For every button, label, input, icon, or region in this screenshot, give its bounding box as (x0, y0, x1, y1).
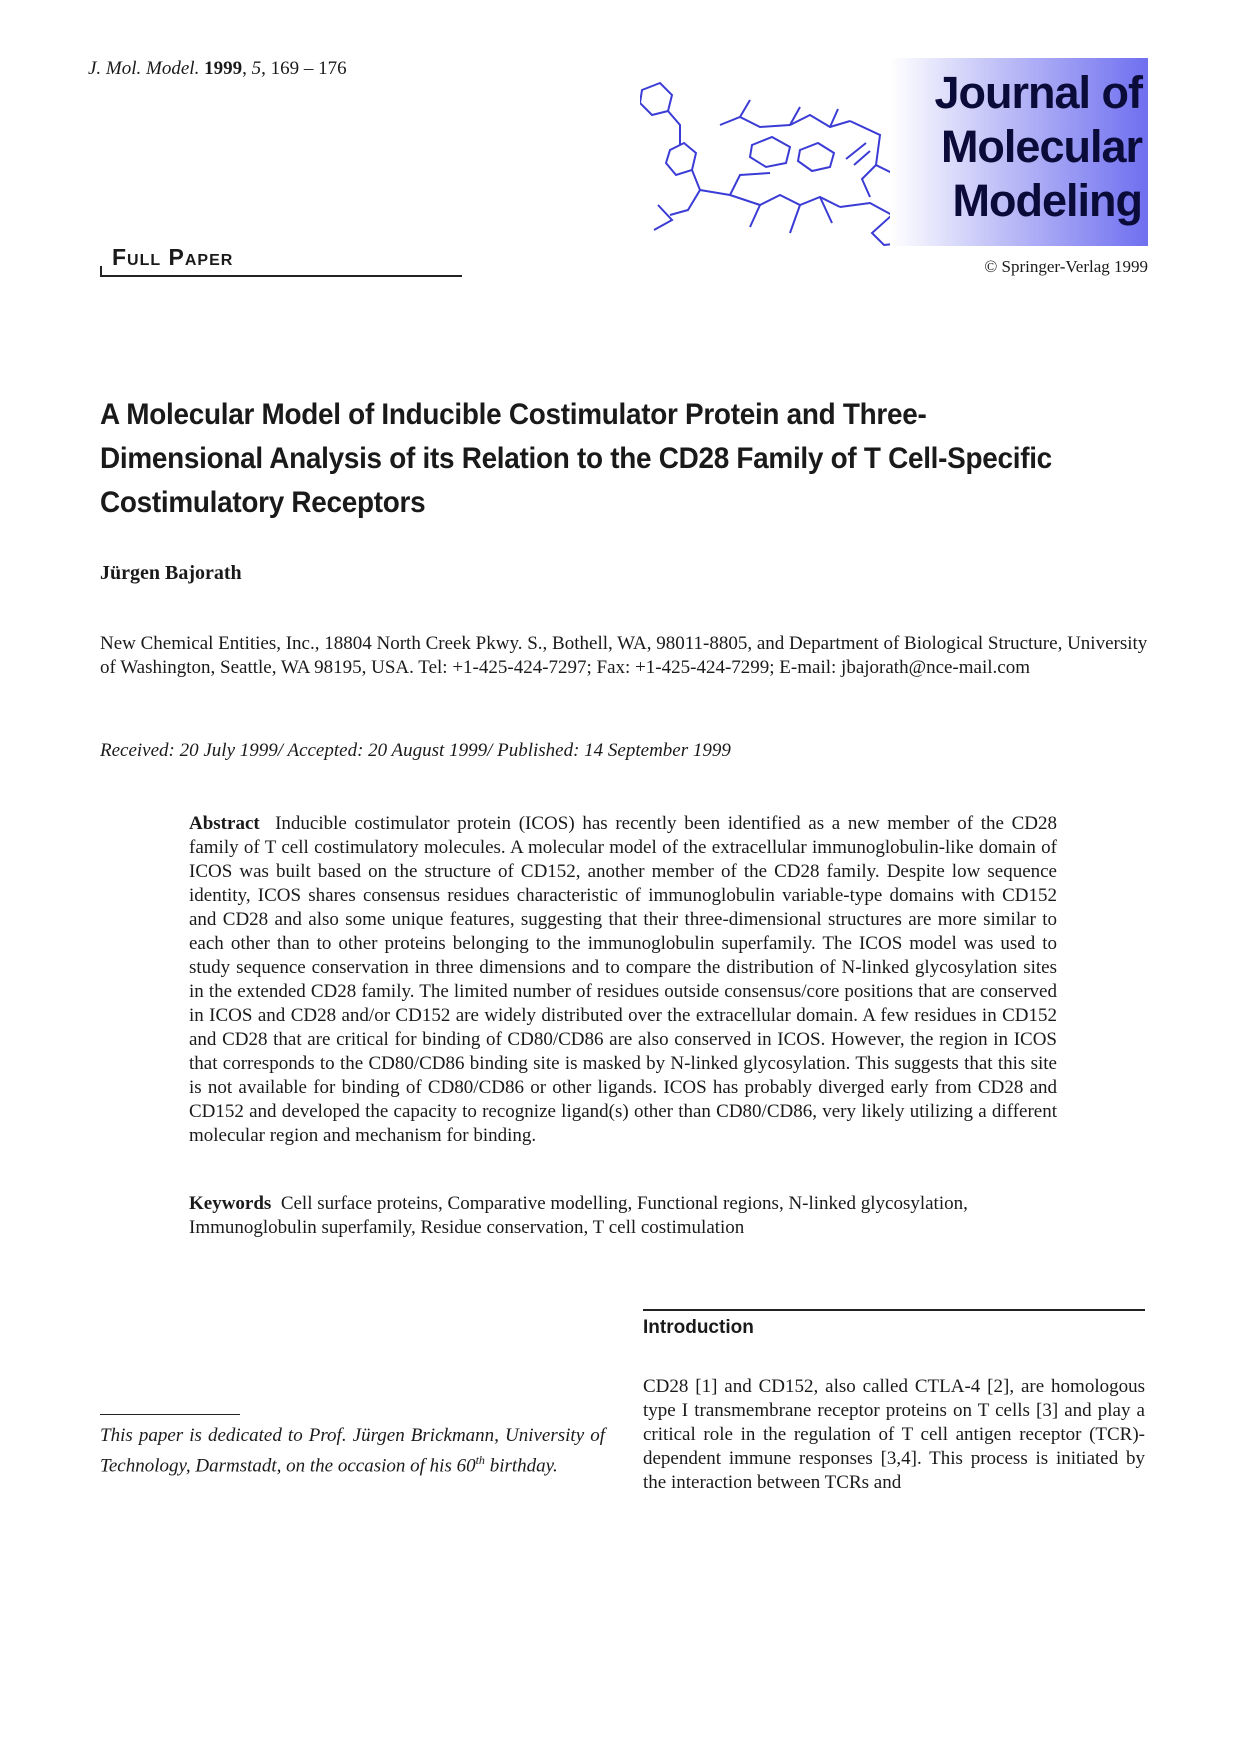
footnote-rule (100, 1414, 240, 1415)
keywords (189, 1192, 1057, 1240)
citation-pages: , 169 – 176 (261, 58, 347, 79)
journal-abbrev: J. Mol. Model. (88, 58, 200, 79)
journal-citation: J. Mol. Model. 1999, 5, 169 – 176 (88, 58, 347, 79)
publication-dates: Received: 20 July 1999/ Accepted: 20 August 1999/ Published: 14 September 1999 (100, 740, 731, 761)
dedication-end: birthday. (484, 1455, 558, 1477)
article-author: Jürgen Bajorath (100, 562, 242, 584)
citation-volume: 5 (251, 58, 262, 79)
introduction-text: CD28 [1] and CD152, also called CTLA-4 [2], are homologous type I transmembrane receptor proteins on T cells [3] and play a critical role in the regulation of T cell antigen receptor (TCR)-dependent immune responses [3,4]. This process is initiated by the interaction between TCRs and (643, 1376, 1145, 1493)
abstract-text: Inducible costimulator protein (ICOS) has recently been identified as a new member of the CD28 family of T cell costimulatory molecules. A molecular model of the extracellular immunoglobulin-like domain of ICOS was built based on the structure of CD152, another member of the CD28 family. Despite low sequence identity, ICOS shares consensus residues characteristic of immunoglobulin variable-type domains with CD152 and CD28 and also some unique features, suggesting that their three-dimensional structures are more similar to each other than to other proteins belonging to the immunoglobulin superfamily. The ICOS model was used to study sequence conservation in three dimensions and to compare the distribution of N-linked glycosylation sites in the extended CD28 family. The limited number of residues outside consensus/core positions that are conserved in ICOS and CD28 and/or CD152 are widely distributed over the extracellular domain. A few residues in CD152 and CD28 that are critical for binding of CD80/CD86 are also conserved in ICOS. However, the region in ICOS that corresponds to the CD80/CD86 binding site is masked by N-linked glycosylation. This suggests that this site is not available for binding of CD80/CD86 or other ligands. ICOS has probably diverged early from CD28 and CD152 and developed the capacity to recognize ligand(s) other than CD80/CD86, very likely utilizing a different molecular region and mechanism for binding. (189, 813, 1058, 1146)
logo-line-3: Modeling (952, 175, 1142, 226)
logo-line-2: Molecular (940, 121, 1142, 172)
dedication-text: This paper is dedicated to Prof. Jürgen Brickmann, University of Technology, Darmstadt, on the occasion of his 60 (100, 1425, 605, 1477)
section-label: Full Paper (112, 244, 234, 270)
article-title: A Molecular Model of Inducible Costimulator Protein and Three-Dimensional Analysis of its Relation to the CD28 Family of T Cell-Specific Costimulatory Receptors (100, 398, 1052, 519)
journal-logo (640, 55, 1150, 247)
dedication-footnote (100, 1424, 605, 1478)
dedication-superscript: th (475, 1453, 485, 1467)
abstract-label: Abstract (189, 813, 260, 834)
author-affiliation: New Chemical Entities, Inc., 18804 North Creek Pkwy. S., Bothell, WA, 98011-8805, and Department of Biological Structure, University of Washington, Seattle, WA 98195, USA. Tel: +1-425-424-7297; Fax: +1-425-424-7299; E-mail: jbajorath@nce-mail.com (100, 633, 1148, 678)
logo-line-1: Journal of (934, 67, 1142, 118)
keywords-label: Keywords (189, 1193, 272, 1214)
introduction-rule (643, 1309, 1145, 1311)
citation-year: 1999 (204, 58, 243, 79)
copyright-notice: © Springer-Verlag 1999 (984, 257, 1148, 276)
section-label-rule (100, 275, 462, 277)
introduction-heading: Introduction (643, 1317, 754, 1338)
keywords-text: Cell surface proteins, Comparative modelling, Functional regions, N-linked glycosylation, Immunoglobulin superfamily, Residue conservation, T cell costimulation (189, 1193, 968, 1238)
abstract (189, 812, 1057, 1148)
logo-background (890, 58, 1148, 246)
logo-text (934, 66, 1142, 228)
